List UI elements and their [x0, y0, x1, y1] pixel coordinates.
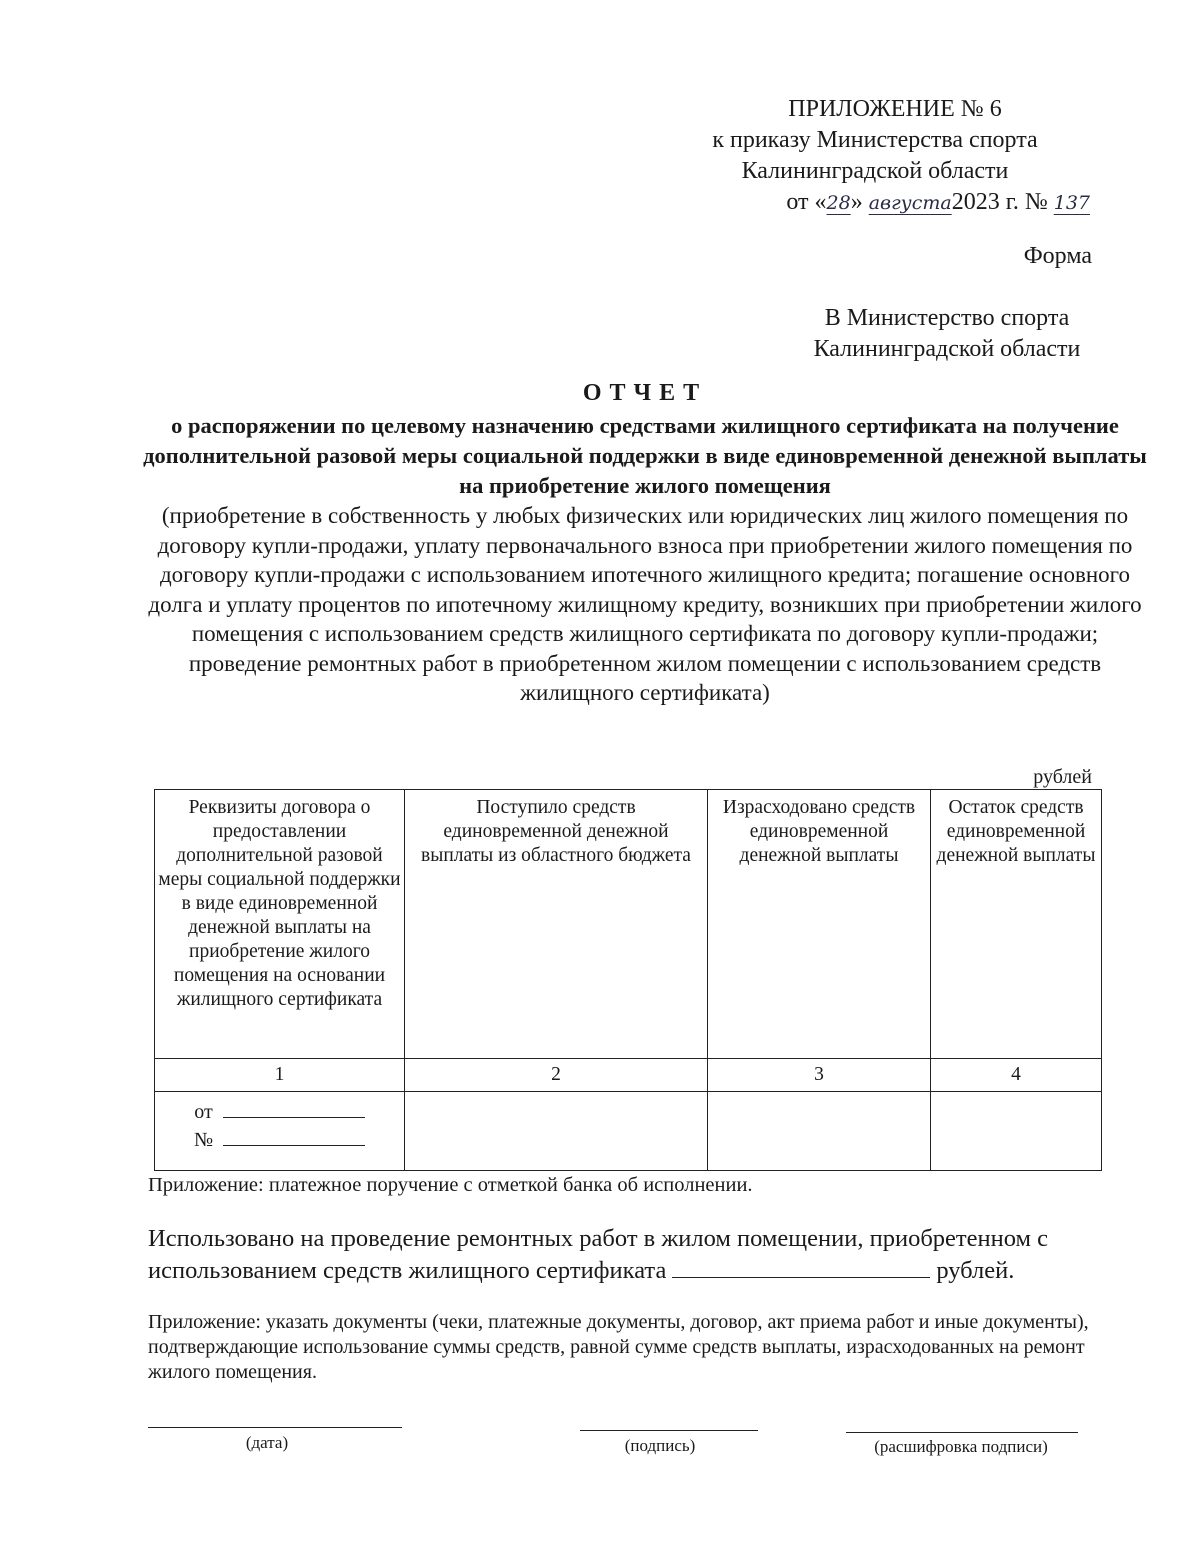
report-title: ОТЧЕТ	[582, 380, 708, 406]
year-text: 2023 г. №	[951, 189, 1048, 215]
number-blank-field[interactable]	[223, 1145, 365, 1146]
column-number-4: 4	[931, 1059, 1102, 1092]
addressee-line2: Калининградской области	[813, 336, 1081, 362]
column-number-3: 3	[708, 1059, 931, 1092]
appendix-header	[600, 94, 1090, 218]
handwritten-number: 137	[1053, 192, 1090, 214]
table-number-row	[155, 1059, 1102, 1092]
order-date-line	[786, 187, 1090, 219]
used-text-part2: рублей.	[936, 1257, 1015, 1284]
date-prefix: от «	[786, 189, 827, 215]
contract-details-cell[interactable]	[155, 1092, 405, 1171]
signature-line[interactable]	[580, 1430, 758, 1431]
remaining-funds-cell[interactable]	[931, 1092, 1102, 1171]
appendix-region: Калининградской области	[741, 158, 1009, 184]
attachment-note: Приложение: платежное поручение с отметкой банка об исполнении.	[148, 1174, 753, 1196]
report-subtitle: о распоряжении по целевому назначению средствами жилищного сертификата на получение дополнительной разовой меры социальной поддержки в виде единовременной денежной выплаты на приобретение жилого помещения	[143, 413, 1147, 498]
table-row	[155, 1092, 1102, 1171]
appendix-order-ref: к приказу Министерства спорта	[712, 127, 1038, 153]
header-received-funds: Поступило средств единовременной денежной выплаты из областного бюджета	[405, 790, 708, 1059]
addressee-block	[802, 303, 1092, 365]
column-number-1: 1	[155, 1059, 405, 1092]
addressee-line1: В Министерство спорта	[824, 305, 1070, 331]
number-label: №	[193, 1129, 214, 1151]
signature-decode-line[interactable]	[846, 1432, 1078, 1433]
signature-caption: (подпись)	[624, 1436, 696, 1455]
currency-label: рублей	[1033, 766, 1092, 788]
form-label: Форма	[1023, 243, 1092, 269]
received-funds-cell[interactable]	[405, 1092, 708, 1171]
used-amount-blank[interactable]	[672, 1277, 930, 1278]
date-mid: »	[850, 189, 863, 215]
table-header-row	[155, 790, 1102, 1059]
from-label: от	[194, 1101, 213, 1123]
from-blank-field[interactable]	[223, 1117, 365, 1118]
date-signature-line[interactable]	[148, 1427, 402, 1428]
report-description: (приобретение в собственность у любых физических или юридических лиц жилого помещения по договору купли-продажи, уплату первоначального взноса при приобретении жилого помещения по договору купли-продажи с использованием ипотечного жилищного кредита; погашение основного долга и уплату процентов по ипотечному жилищному кредиту, возникших при приобретении жилого помещения с использованием средств жилищного сертификата по договору купли-продажи; проведение ремонтных работ в приобретенном жилом помещении с использованием средств жилищного сертификата)	[148, 503, 1142, 705]
header-spent-funds: Израсходовано средств единовременной денежной выплаты	[708, 790, 931, 1059]
spent-funds-cell[interactable]	[708, 1092, 931, 1171]
date-caption: (дата)	[245, 1433, 289, 1452]
column-number-2: 2	[405, 1059, 708, 1092]
header-contract-details: Реквизиты договора о предоставлении дополнительной разовой меры социальной поддержки в виде единовременной денежной выплаты на приобретение жилого помещения на основании жилищного сертификата	[155, 790, 405, 1059]
used-text-part1: Использовано на проведение ремонтных работ в жилом помещении, приобретенном с использованием средств жилищного сертификата	[148, 1225, 1049, 1284]
header-remaining-funds: Остаток средств единовременной денежной выплаты	[931, 790, 1102, 1059]
used-for-repair-statement	[148, 1223, 1093, 1287]
appendix-number: ПРИЛОЖЕНИЕ № 6	[788, 96, 1002, 122]
signature-decode-caption: (расшифровка подписи)	[874, 1437, 1048, 1456]
attachment-note-2: Приложение: указать документы (чеки, платежные документы, договор, акт приема работ и иные документы), подтверждающие использование суммы средств, равной сумме средств выплаты, израсходованных на ремонт жилого помещения.	[148, 1311, 1089, 1383]
report-table	[154, 789, 1102, 1171]
handwritten-day: 28	[826, 192, 851, 214]
handwritten-month: августа	[868, 192, 952, 214]
